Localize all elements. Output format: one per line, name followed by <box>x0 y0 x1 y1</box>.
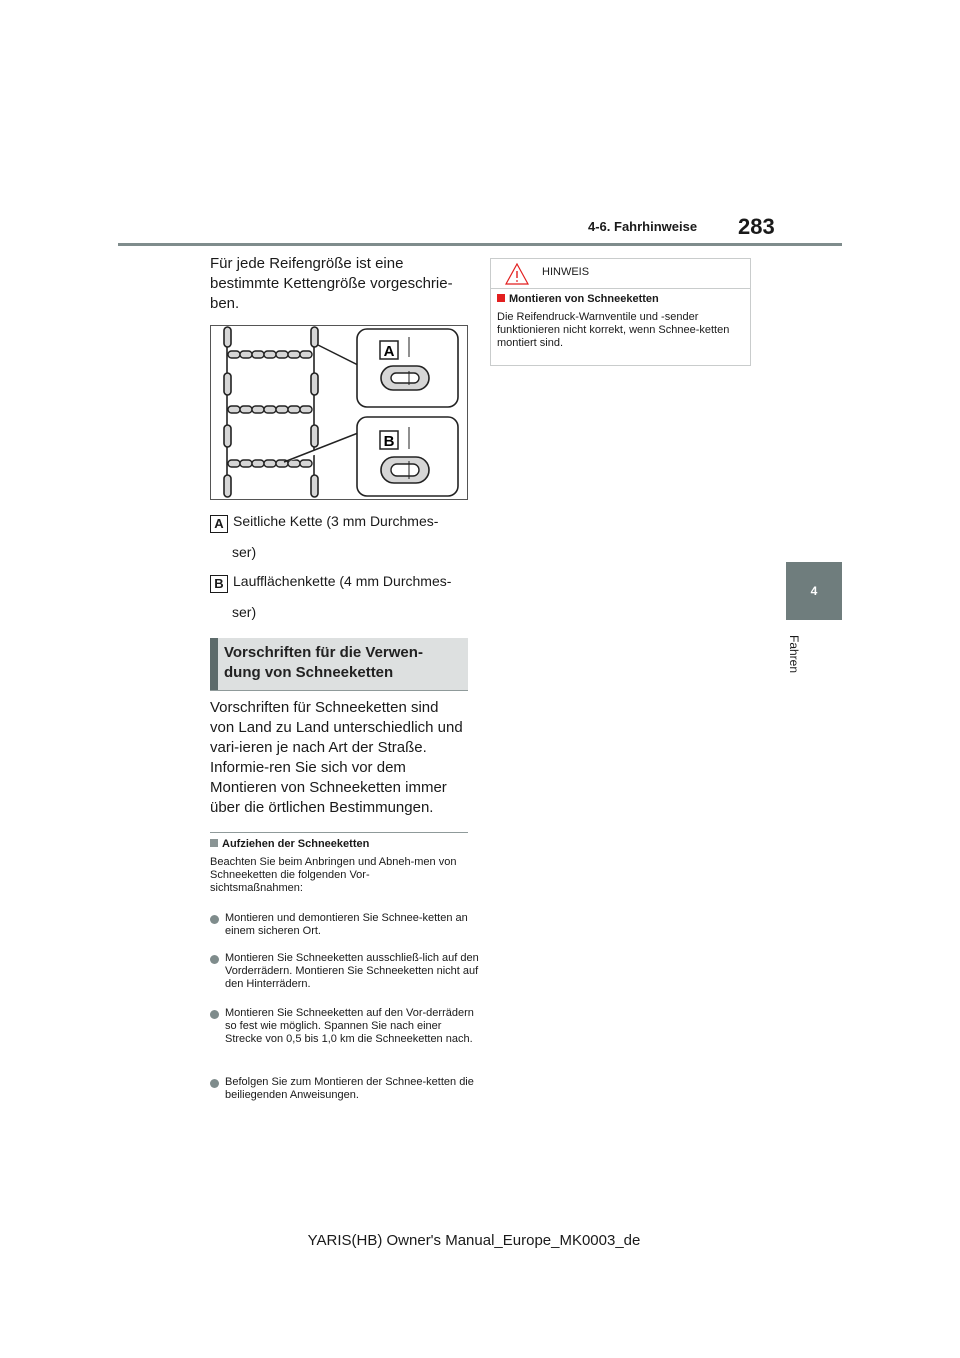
notice-label: HINWEIS <box>542 266 590 278</box>
bullet-dot-icon <box>210 1079 219 1088</box>
page-number: 283 <box>738 214 775 239</box>
subsection-intro: Beachten Sie beim Anbringen und Abneh-men von Schneeketten die folgenden Vor-sichtsmaßnahmen: <box>210 856 457 894</box>
notice-title-text: Montieren von Schneeketten <box>509 293 659 305</box>
callout-b-letter: B <box>383 433 395 450</box>
section-heading <box>210 638 468 691</box>
section-label: 4-6. Fahrhinweise <box>588 219 698 234</box>
notice-box <box>490 258 751 366</box>
list-item-text: Montieren und demontieren Sie Schnee-ketten an einem sicheren Ort. <box>225 912 468 937</box>
section-heading-text <box>224 643 459 683</box>
label-a <box>210 512 470 561</box>
list-item <box>210 1076 481 1102</box>
notice-text: Die Reifendruck-Warnventile und -sender funktionieren nicht korrekt, wenn Schnee-ketten montiert sind. <box>497 311 730 349</box>
subsection-title-text: Aufziehen der Schneeketten <box>222 838 370 850</box>
chapter-tab[interactable] <box>786 562 842 620</box>
notice-header <box>491 259 750 289</box>
label-b-continued: ser) <box>232 604 257 620</box>
list-item <box>210 952 481 991</box>
label-a-continued: ser) <box>232 544 257 560</box>
label-b-text: Laufflächenkette (4 mm Durchmes- <box>233 573 452 589</box>
label-b <box>210 572 470 621</box>
heading-bar <box>210 638 218 690</box>
footer <box>0 1232 960 1249</box>
list-item <box>210 912 481 938</box>
notice-title <box>497 293 659 305</box>
section-heading-line-2: dung von Schneeketten <box>224 664 394 681</box>
warning-icon <box>505 263 529 285</box>
subsection-rule <box>210 832 468 833</box>
bullet-dot-icon <box>210 915 219 924</box>
label-a-key: A <box>210 515 228 533</box>
list-item-text: Befolgen Sie zum Montieren der Schnee-ketten die beiliegenden Anweisungen. <box>225 1076 474 1101</box>
label-a-text: Seitliche Kette (3 mm Durchmes- <box>233 513 439 529</box>
header-rule <box>118 243 842 246</box>
list-item <box>210 1007 481 1046</box>
list-item-text: Montieren Sie Schneeketten auf den Vor-derrädern so fest wie möglich. Spannen Sie nach einer Strecke von 0,5 bis 1,0 km die Schneeketten nach. <box>225 1007 474 1045</box>
square-icon <box>210 839 218 847</box>
snow-chain-illustration <box>210 325 468 500</box>
section-heading-line-1: Vorschriften für die Verwen- <box>224 644 423 661</box>
chapter-title: Fahren <box>787 634 801 674</box>
list-item-text: Montieren Sie Schneeketten ausschließ-lich auf den Vorderrädern. Montieren Sie Schneeketten nicht auf den Hinterrädern. <box>225 952 479 990</box>
rules-paragraph: Vorschriften für Schneeketten sind von Land zu Land unterschiedlich und vari-ieren je nach Art der Straße. Informie-ren Sie sich vor dem Montieren von Schneeketten immer über die örtlichen Bestimmungen. <box>210 699 463 816</box>
intro-text: Für jede Reifengröße ist eine bestimmte Kettengröße vorgeschrie-ben. <box>210 255 453 312</box>
bullet-dot-icon <box>210 955 219 964</box>
subsection-title <box>210 838 468 850</box>
red-square-icon <box>497 294 505 302</box>
callout-a-letter: A <box>383 343 395 360</box>
chapter-number: 4 <box>810 584 818 598</box>
bullet-dot-icon <box>210 1010 219 1019</box>
label-b-key: B <box>210 575 228 593</box>
footer-text: YARIS(HB) Owner's Manual_Europe_MK0003_de <box>307 1232 641 1249</box>
